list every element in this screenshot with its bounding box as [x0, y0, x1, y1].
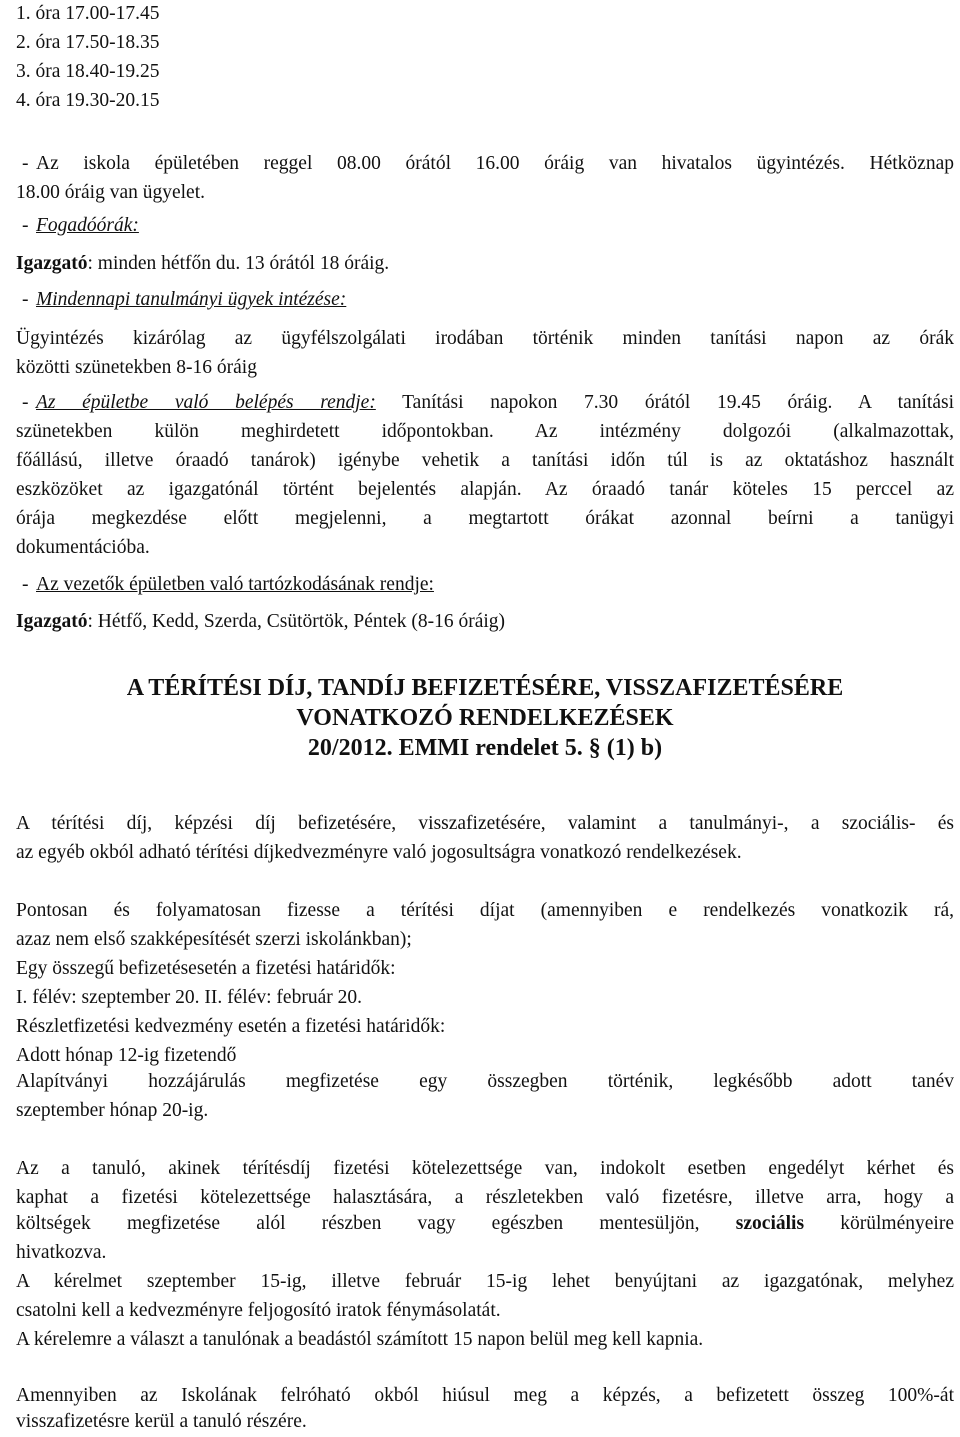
bullet-dash: - [22, 215, 29, 236]
bullet-dash: - [22, 392, 29, 413]
section-heading-line-3: 20/2012. EMMI rendelet 5. § (1) b) [307, 735, 663, 761]
paragraph-3-line-7: A kérelemre a választ a tanulónak a beadástól számított 15 napon belül meg kell kapnia. [16, 1329, 704, 1350]
paragraph-3-bold-word: szociális [735, 1213, 805, 1234]
reception-label: Igazgató [16, 253, 88, 274]
schedule-item-3: 3. óra 18.40-19.25 [16, 61, 160, 82]
paragraph-3-line-2: kaphat a fizetési kötelezettsége halasztására, a részletekben való fizetésre, illetve arra, hogy a [16, 1187, 954, 1208]
paragraph-3-line-4: hivatkozva. [16, 1242, 107, 1263]
paragraph-3-line-5: A kérelmet szeptember 15-ig, illetve február 15-ig lehet benyújtani az igazgatónak, melyhez [16, 1271, 954, 1292]
daily-affairs-line-2: közötti szünetekben 8-16 óráig [16, 357, 257, 378]
paragraph-3-text-a: költségek megfizetése alól részben vagy egészben mentesüljön, [16, 1213, 736, 1234]
entry-line-3: főállású, illetve óraadó tanárok) igénybe vehetik a tanítási időn túl is az oktatáshoz használt [16, 450, 954, 471]
schedule-item-2: 2. óra 17.50-18.35 [16, 32, 160, 53]
paragraph-2-line-6: Adott hónap 12-ig fizetendő [16, 1045, 237, 1066]
schedule-item-1: 1. óra 17.00-17.45 [16, 3, 160, 24]
paragraph-2-line-8: szeptember hónap 20-ig. [16, 1100, 209, 1121]
paragraph-2-line-7: Alapítványi hozzájárulás megfizetése egy összegben történik, legkésőbb adott tanév [16, 1071, 954, 1092]
entry-title: Az épületbe való belépés rendje: [36, 392, 376, 413]
entry-text: Tanítási napokon 7.30 órától 19.45 óráig. A tanítási [375, 392, 954, 413]
leaders-title-text: Az vezetők épületben való tartózkodásának rendje: [36, 574, 434, 595]
paragraph-4-line-2: visszafizetésre kerül a tanuló részére. [16, 1411, 307, 1432]
paragraph-1-line-2: az egyéb okból adható térítési díjkedvezményre való jogosultságra vonatkozó rendelkezések. [16, 842, 742, 863]
paragraph-3-line-3 [16, 1210, 954, 1239]
paragraph-2-line-2: azaz nem első szakképesítését szerzi iskolánkban); [16, 929, 412, 950]
reception-text: : minden hétfőn du. 13 órától 18 óráig. [87, 253, 390, 274]
daily-affairs-title [22, 286, 347, 315]
paragraph-2-line-3: Egy összegű befizetésesetén a fizetési határidők: [16, 958, 396, 979]
bullet-dash: - [22, 289, 29, 310]
section-heading-line-2: VONATKOZÓ RENDELKEZÉSEK [296, 705, 674, 731]
bullet-dash: - [22, 153, 29, 174]
paragraph-3-line-1: Az a tanuló, akinek térítésdíj fizetési kötelezettsége van, indokolt esetben engedélyt kérhet és [16, 1158, 954, 1179]
reception-line [16, 250, 389, 279]
reception-title [22, 212, 139, 241]
paragraph-3-text-c: körülményeire [804, 1213, 954, 1234]
reception-title-text: Fogadóórák: [36, 215, 139, 236]
entry-line-1 [22, 389, 954, 418]
daily-affairs-title-text: Mindennapi tanulmányi ügyek intézése: [36, 289, 347, 310]
paragraph-3-line-6: csatolni kell a kedvezményre feljogosító iratok fénymásolatát. [16, 1300, 501, 1321]
paragraph-2-line-1: Pontosan és folyamatosan fizesse a térítési díjat (amennyiben e rendelkezés vonatkozik rá, [16, 900, 954, 921]
leaders-title [22, 571, 434, 600]
entry-line-5: órája megkezdése előtt megjelenni, a megtartott órákat azonnal beírni a tanügyi [16, 508, 954, 529]
office-hours-line-1 [22, 150, 954, 179]
section-heading-line-1: A TÉRÍTÉSI DÍJ, TANDÍJ BEFIZETÉSÉRE, VISSZAFIZETÉSÉRE [126, 675, 844, 701]
paragraph-2-line-4: I. félév: szeptember 20. II. félév: február 20. [16, 987, 362, 1008]
office-hours-line-2: 18.00 óráig van ügyelet. [16, 182, 205, 203]
leaders-text: : Hétfő, Kedd, Szerda, Csütörtök, Péntek (8-16 óráig) [87, 611, 506, 632]
bullet-dash: - [22, 574, 29, 595]
paragraph-2-line-5: Részletfizetési kedvezmény esetén a fizetési határidők: [16, 1016, 446, 1037]
office-hours-text: Az iskola épületében reggel 08.00 órától 16.00 óráig van hivatalos ügyintézés. Hétköznap [36, 153, 954, 174]
leaders-label: Igazgató [16, 611, 88, 632]
entry-line-6: dokumentációba. [16, 537, 150, 558]
daily-affairs-line-1: Ügyintézés kizárólag az ügyfélszolgálati irodában történik minden tanítási napon az órák [16, 328, 954, 349]
paragraph-4-line-1: Amennyiben az Iskolának felróható okból hiúsul meg a képzés, a befizetett összeg 100%-át [16, 1385, 954, 1406]
entry-line-2: szünetekben külön meghirdetett időpontokban. Az intézmény dolgozói (alkalmazottak, [16, 421, 954, 442]
leaders-line [16, 608, 505, 637]
schedule-item-4: 4. óra 19.30-20.15 [16, 90, 160, 111]
paragraph-1-line-1: A térítési díj, képzési díj befizetésére, visszafizetésére, valamint a tanulmányi-, a szociális- és [16, 813, 954, 834]
entry-line-4: eszközöket az igazgatónál történt bejelentés alapján. Az óraadó tanár köteles 15 perccel az [16, 479, 954, 500]
